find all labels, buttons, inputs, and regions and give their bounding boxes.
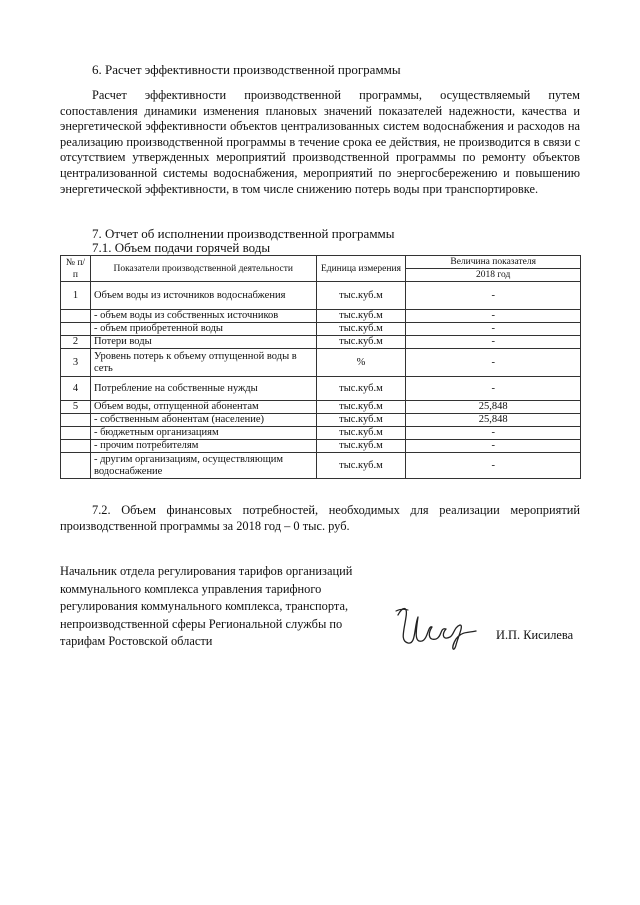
- table-row: [61, 336, 581, 349]
- signatory-position: [60, 563, 380, 651]
- position-line: Начальник отдела регулирования тарифов организаций: [60, 564, 353, 578]
- row-num: [61, 427, 91, 440]
- row-unit: тыс.куб.м: [316, 310, 406, 323]
- row-num: 1: [61, 282, 91, 310]
- row-unit: тыс.куб.м: [316, 282, 406, 310]
- header-value: Величина показателя: [406, 256, 581, 269]
- row-unit: %: [316, 349, 406, 377]
- row-unit: тыс.куб.м: [316, 377, 406, 401]
- table-row: [61, 414, 581, 427]
- row-value: 25,848: [406, 401, 581, 414]
- row-indicator: Объем воды из источников водоснабжения: [90, 282, 316, 310]
- row-value: -: [406, 310, 581, 323]
- row-unit: тыс.куб.м: [316, 440, 406, 453]
- row-num: [61, 310, 91, 323]
- row-indicator: - собственным абонентам (население): [90, 414, 316, 427]
- position-line: непроизводственной сферы Региональной службы по: [60, 616, 343, 631]
- handwritten-signature: [392, 597, 482, 659]
- row-indicator: Объем воды, отпущенной абонентам: [90, 401, 316, 414]
- row-indicator: - прочим потребителям: [90, 440, 316, 453]
- row-unit: тыс.куб.м: [316, 414, 406, 427]
- table-row: [61, 282, 581, 310]
- header-num: № п/п: [61, 256, 91, 282]
- section-7-1-title: 7.1. Объем подачи горячей воды: [92, 240, 271, 255]
- row-indicator: - бюджетным организациям: [90, 427, 316, 440]
- section-7-2-text: 7.2. Объем финансовых потребностей, необходимых для реализации мероприятий производственной программы за 2018 год – 0 тыс. руб.: [60, 503, 580, 533]
- table-row: [61, 440, 581, 453]
- table-row: [61, 401, 581, 414]
- row-value: -: [406, 440, 581, 453]
- row-value: -: [406, 349, 581, 377]
- row-indicator: Потери воды: [90, 336, 316, 349]
- row-value: -: [406, 336, 581, 349]
- row-unit: тыс.куб.м: [316, 323, 406, 336]
- position-line: регулирования коммунального комплекса, транспорта,: [60, 599, 349, 613]
- row-num: [61, 440, 91, 453]
- row-num: [61, 453, 91, 479]
- header-year: 2018 год: [406, 269, 581, 282]
- row-value: 25,848: [406, 414, 581, 427]
- row-indicator: Потребление на собственные нужды: [90, 377, 316, 401]
- row-indicator: - объем приобретенной воды: [90, 323, 316, 336]
- row-num: 3: [61, 349, 91, 377]
- section-6-title: 6. Расчет эффективности производственной программы: [92, 62, 401, 77]
- row-value: -: [406, 427, 581, 440]
- row-num: [61, 414, 91, 427]
- position-line: коммунального комплекса управления тарифного: [60, 581, 322, 596]
- row-value: -: [406, 453, 581, 479]
- row-num: [61, 323, 91, 336]
- row-unit: тыс.куб.м: [316, 336, 406, 349]
- row-value: -: [406, 282, 581, 310]
- table-row: [61, 377, 581, 401]
- row-unit: тыс.куб.м: [316, 427, 406, 440]
- section-6-text: Расчет эффективности производственной программы, осуществляемый путем сопоставления динамики изменения плановых значений показателей надежности, качества и энергетической эффективности объектов централизованных систем водоснабжения и расходов на реализацию производственной программы в течение срока ее действия, не производится в связи с отсутствием утвержденных мероприятий производственной программы по ремонту объектов централизованной системы водоснабжения, мероприятий по энергосбережению и повышению энергетической эффективности, в том числе снижению потерь воды при транспортировке.: [60, 88, 580, 196]
- row-unit: тыс.куб.м: [316, 401, 406, 414]
- row-indicator: - объем воды из собственных источников: [90, 310, 316, 323]
- table-row: [61, 323, 581, 336]
- section-7-title: 7. Отчет об исполнении производственной программы: [92, 226, 395, 241]
- table-header-row: [61, 256, 581, 269]
- table-row: [61, 453, 581, 479]
- signatory-name: И.П. Кисилева: [496, 628, 574, 642]
- table-row: [61, 310, 581, 323]
- position-line: тарифам Ростовской области: [60, 634, 213, 648]
- row-num: 4: [61, 377, 91, 401]
- row-unit: тыс.куб.м: [316, 453, 406, 479]
- header-unit: Единица измерения: [316, 256, 406, 282]
- row-indicator: - другим организациям, осуществляющим водоснабжение: [90, 453, 316, 479]
- row-value: -: [406, 323, 581, 336]
- row-num: 2: [61, 336, 91, 349]
- table-row: [61, 349, 581, 377]
- table-row: [61, 427, 581, 440]
- row-num: 5: [61, 401, 91, 414]
- hot-water-supply-table: [60, 255, 581, 479]
- row-value: -: [406, 377, 581, 401]
- header-indicator: Показатели производственной деятельности: [90, 256, 316, 282]
- row-indicator: Уровень потерь к объему отпущенной воды в сеть: [90, 349, 316, 377]
